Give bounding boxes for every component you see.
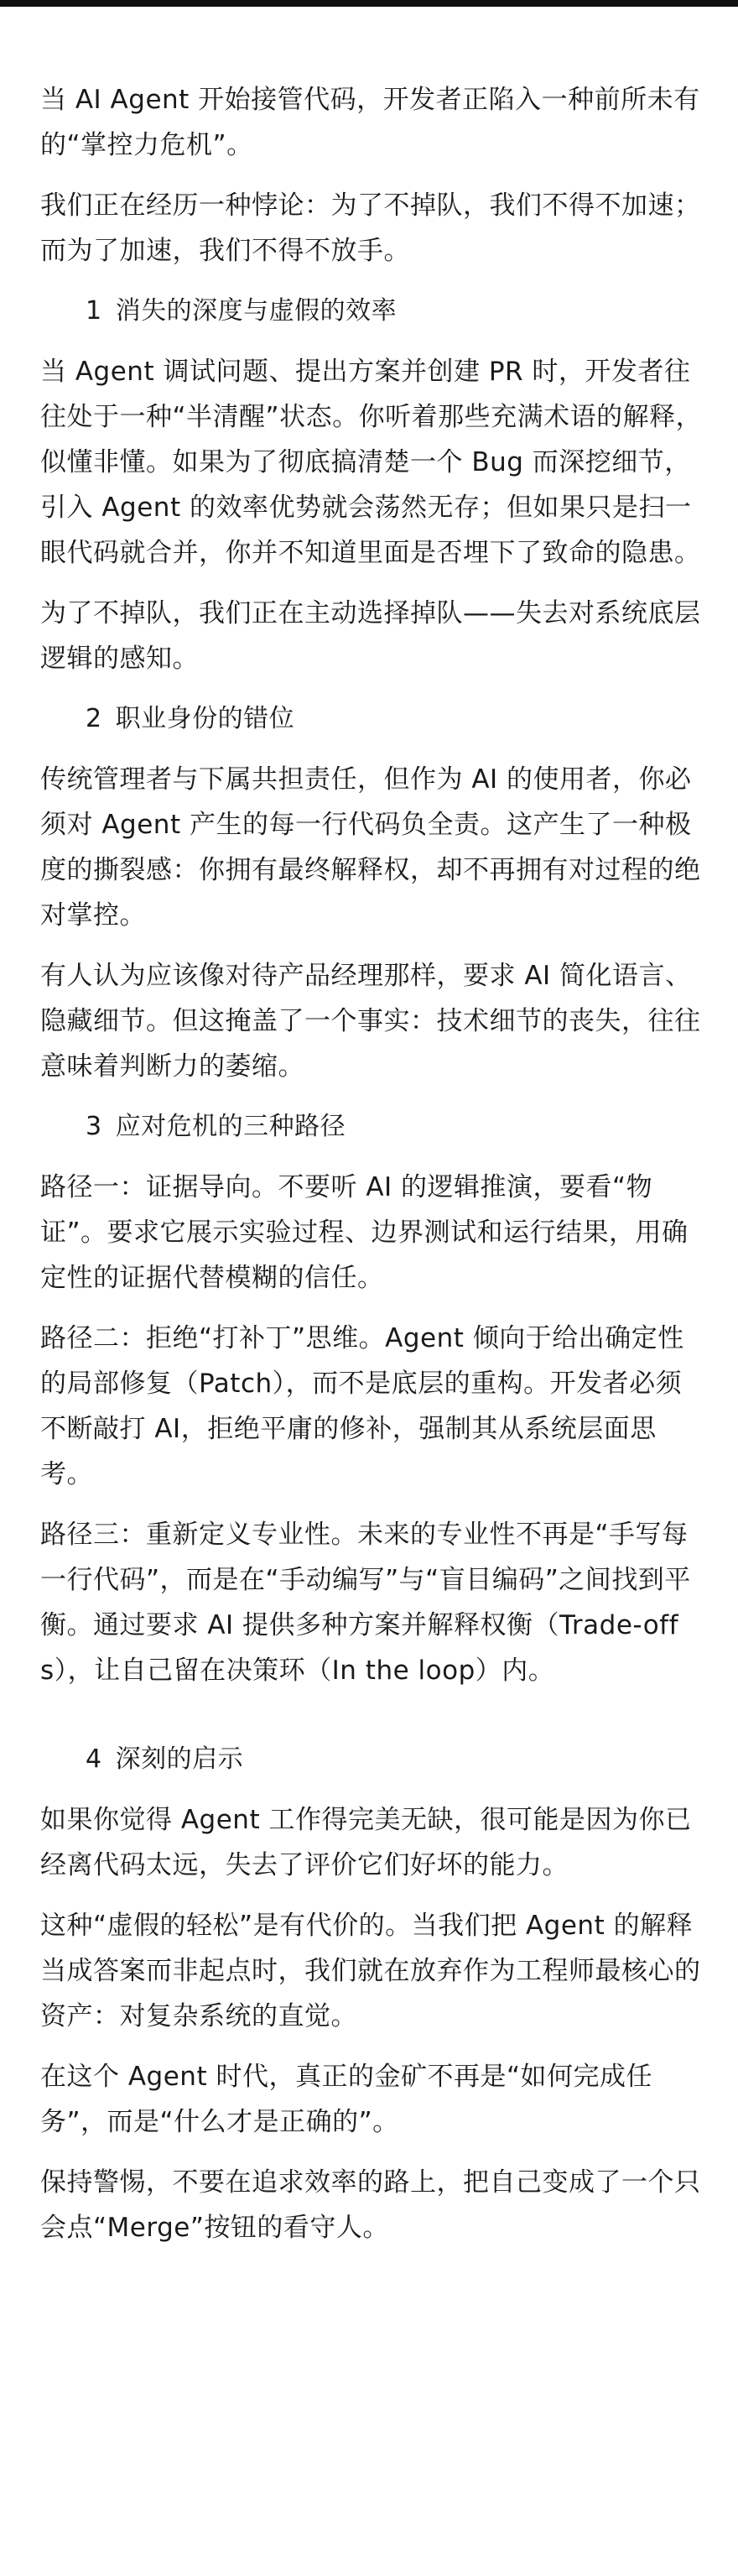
section-title: 深刻的启示 xyxy=(115,1744,244,1774)
section-number: 4 xyxy=(86,1744,102,1774)
top-border xyxy=(0,0,738,7)
section-heading xyxy=(40,696,703,742)
section-paragraph: 保持警惕，不要在追求效率的路上，把自己变成了一个只会点“Merge”按钮的看守人。 xyxy=(40,2167,701,2243)
section-paragraph: 路径一：证据导向。不要听 AI 的逻辑推演，要看“物证”。要求它展示实验过程、边界测试和运行结果，用确定性的证据代替模糊的信任。 xyxy=(40,1172,689,1293)
section-title: 消失的深度与虚假的效率 xyxy=(115,296,398,326)
section-number: 2 xyxy=(86,704,102,733)
section-paragraph: 传统管理者与下属共担责任，但作为 AI 的使用者，你必须对 Agent 产生的每一行代码负全责。这产生了一种极度的撕裂感：你拥有最终解释权，却不再拥有对过程的绝对掌控。 xyxy=(40,764,701,931)
section-number: 1 xyxy=(86,296,102,326)
section-paragraph: 路径三：重新定义专业性。未来的专业性不再是“手写每一行代码”，而是在“手动编写”与“盲目编码”之间找到平衡。通过要求 AI 提供多种方案并解释权衡（Trade-offs），让自己留在决策环（In the loop）内。 xyxy=(40,1520,691,1686)
intro-paragraph: 我们正在经历一种悖论：为了不掉队，我们不得不加速；而为了加速，我们不得不放手。 xyxy=(40,190,701,266)
article-body xyxy=(40,77,703,2250)
section-paragraph: 当 Agent 调试问题、提出方案并创建 PR 时，开发者往往处于一种“半清醒”状态。你听着那些充满术语的解释，似懂非懂。如果为了彻底搞清楚一个 Bug 而深挖细节，引入 Agent 的效率优势就会荡然无存；但如果只是扫一眼代码就合并，你并不知道里面是否埋下了致命的隐患。 xyxy=(40,357,703,568)
intro-paragraph: 当 AI Agent 开始接管代码，开发者正陷入一种前所未有的“掌控力危机”。 xyxy=(40,85,700,160)
section-paragraph: 如果你觉得 Agent 工作得完美无缺，很可能是因为你已经离代码太远，失去了评价它们好坏的能力。 xyxy=(40,1805,692,1880)
section-title: 应对危机的三种路径 xyxy=(115,1112,346,1141)
section-title: 职业身份的错位 xyxy=(115,704,295,733)
section-heading xyxy=(40,289,703,334)
section-paragraph: 这种“虚假的轻松”是有代价的。当我们把 Agent 的解释当成答案而非起点时，我们就在放弃作为工程师最核心的资产：对复杂系统的直觉。 xyxy=(40,1911,701,2031)
section-paragraph: 有人认为应该像对待产品经理那样，要求 AI 简化语言、隐藏细节。但这掩盖了一个事实：技术细节的丧失，往往意味着判断力的萎缩。 xyxy=(40,961,701,1082)
section-heading xyxy=(40,1737,703,1782)
section-number: 3 xyxy=(86,1112,102,1141)
section-paragraph: 在这个 Agent 时代，真正的金矿不再是“如何完成任务”，而是“什么才是正确的”。 xyxy=(40,2062,653,2137)
section-paragraph: 路径二：拒绝“打补丁”思维。Agent 倾向于给出确定性的局部修复（Patch），而不是底层的重构。开发者必须不断敲打 AI，拒绝平庸的修补，强制其从系统层面思考。 xyxy=(40,1323,684,1489)
section-paragraph: 为了不掉队，我们正在主动选择掉队——失去对系统底层逻辑的感知。 xyxy=(40,598,701,674)
section-heading xyxy=(40,1104,703,1150)
